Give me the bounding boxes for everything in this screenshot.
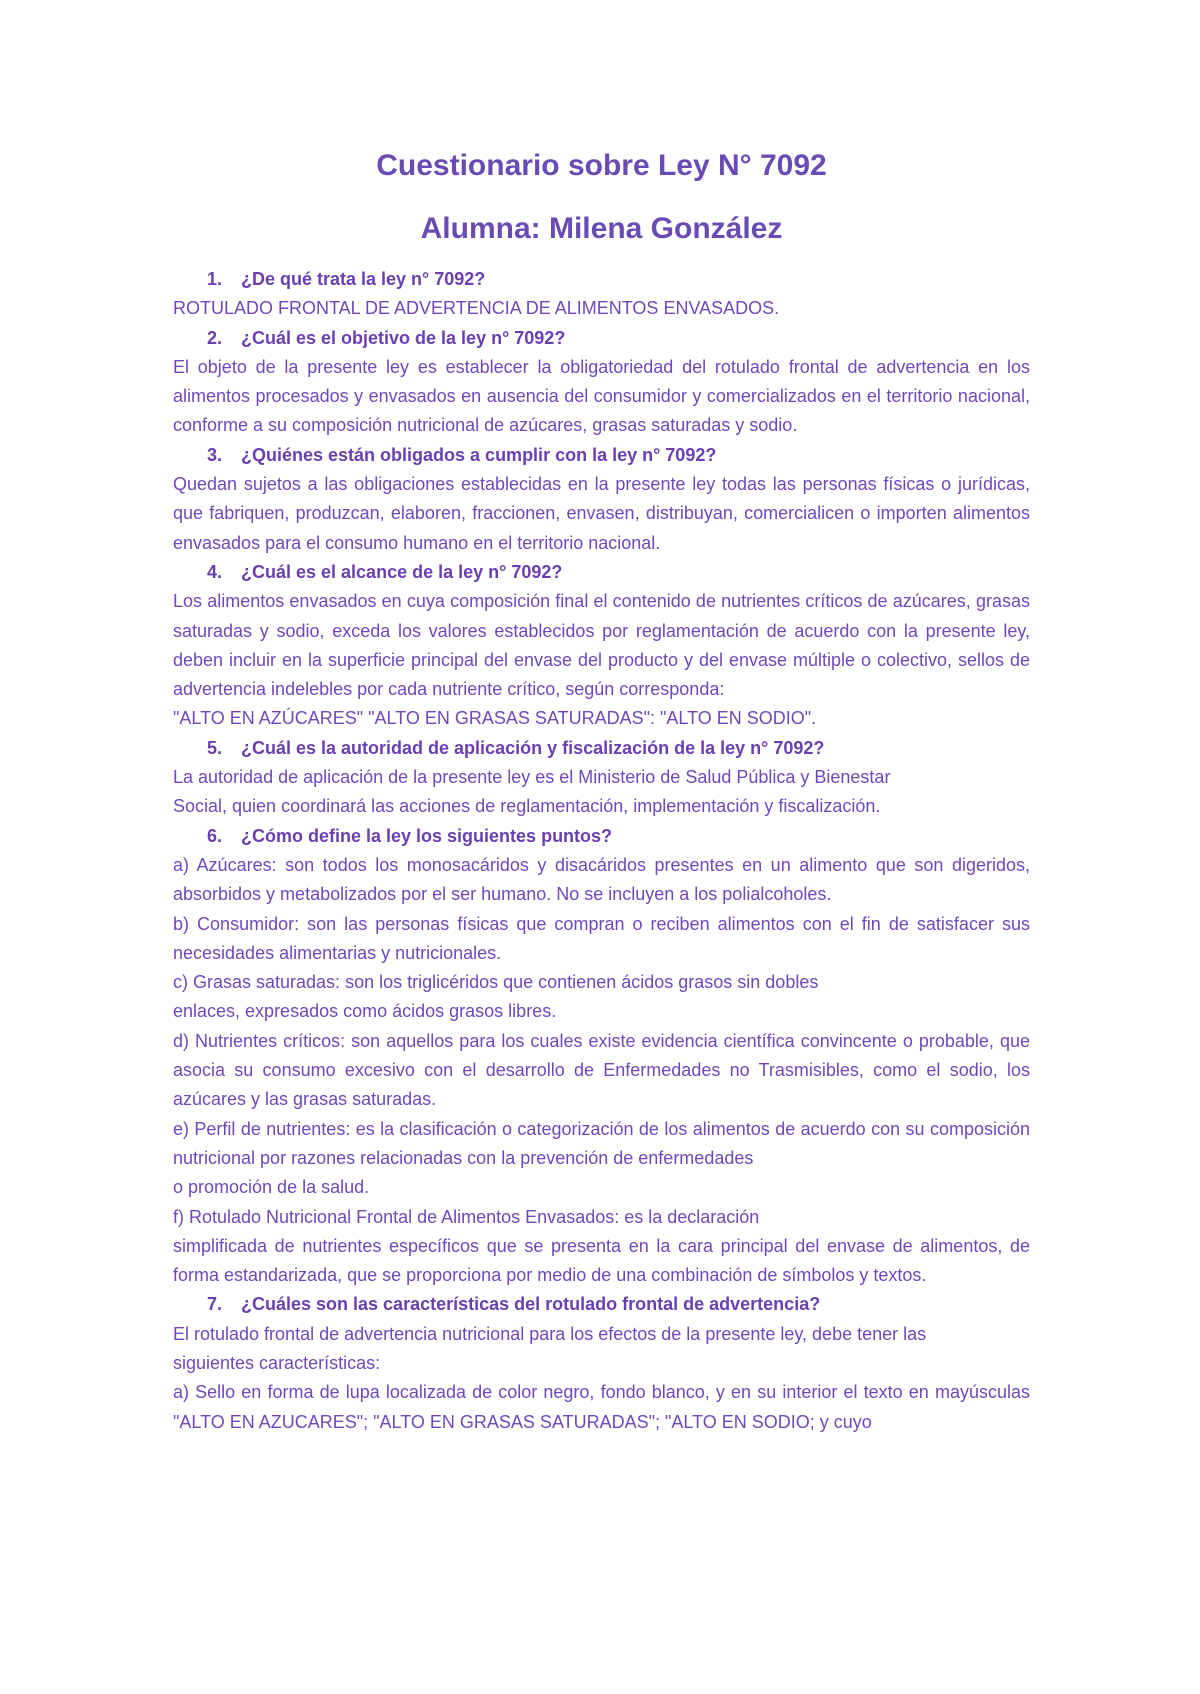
answer-7-line-1: El rotulado frontal de advertencia nutricional para los efectos de la presente ley, debe tener las (173, 1323, 927, 1344)
student-name: Alumna: Milena González (420, 212, 783, 245)
question-6 (173, 822, 1030, 851)
question-text: ¿Cómo define la ley los siguientes puntos? (241, 825, 613, 846)
document-content (173, 146, 1030, 1437)
question-text: ¿Cuál es la autoridad de aplicación y fiscalización de la ley n° 7092? (241, 737, 825, 758)
question-text: ¿Cuáles son las características del rotulado frontal de advertencia? (241, 1294, 821, 1315)
question-text: ¿Cuál es el alcance de la ley n° 7092? (241, 561, 563, 582)
question-text: ¿De qué trata la ley n° 7092? (241, 269, 486, 289)
question-number: 3. (207, 444, 223, 465)
definition-rotulado-rest: simplificada de nutrientes específicos que se presenta en la cara principal del envase de alimentos, de forma estandarizada, que se proporciona por medio de una combinación de símbolos y textos. (173, 1235, 1030, 1286)
answer-7-line-2: siguientes características: (173, 1352, 381, 1373)
definition-azucares: a) Azúcares: son todos los monosacáridos y disacáridos presentes en un alimento que son digeridos, absorbidos y metabolizados por el ser humano. No se incluyen a los polialcoholes. (173, 854, 1030, 905)
answer-1: ROTULADO FRONTAL DE ADVERTENCIA DE ALIMENTOS ENVASADOS. (173, 298, 780, 319)
definition-consumidor: b) Consumidor: son las personas físicas que compran o reciben alimentos con el fin de satisfacer sus necesidades alimentarias y nutricionales. (173, 913, 1030, 963)
question-number: 1. (207, 269, 223, 289)
answer-2: El objeto de la presente ley es establecer la obligatoriedad del rotulado frontal de advertencia en los alimentos procesados y envasados en ausencia del consumidor y comercializados en el territorio nacional, conforme a su composición nutricional de azúcares, grasas saturadas y sodio. (173, 356, 1030, 436)
document-title: Cuestionario sobre Ley N° 7092 (376, 149, 827, 182)
question-number: 5. (207, 737, 223, 758)
definition-perfil-nutrientes-end: o promoción de la salud. (173, 1177, 370, 1198)
answer-4: Los alimentos envasados en cuya composición final el contenido de nutrientes críticos de azúcares, grasas saturadas y sodio, exceda los valores establecidos por reglamentación de acuerdo con la presente ley, deben incluir en la superficie principal del envase del producto y del envase múltiple o colectivo, sellos de advertencia indelebles por cada nutriente crítico, según corresponda: (173, 591, 1030, 700)
definition-grasas-line-2: enlaces, expresados como ácidos grasos libres. (173, 1001, 557, 1022)
answer-3: Quedan sujetos a las obligaciones establecidas en la presente ley todas las personas físicas o jurídicas, que fabriquen, produzcan, elaboren, fraccionen, envasen, distribuyan, comercialicen o importen alimentos envasados para el consumo humano en el territorio nacional. (173, 474, 1030, 553)
answer-4-seals: "ALTO EN AZÚCARES" "ALTO EN GRASAS SATURADAS": "ALTO EN SODIO". (173, 708, 817, 729)
definition-perfil-nutrientes: e) Perfil de nutrientes: es la clasificación o categorización de los alimentos de acuerdo con su composición nutricional por razones relacionadas con la prevención de enfermedades (173, 1118, 1030, 1168)
question-number: 4. (207, 561, 223, 582)
question-number: 7. (207, 1294, 223, 1315)
question-5 (173, 734, 1030, 763)
definition-grasas-line-1: c) Grasas saturadas: son los triglicéridos que contienen ácidos grasos sin dobles (173, 972, 819, 993)
question-7 (173, 1290, 1030, 1319)
question-number: 2. (207, 327, 223, 348)
definition-nutrientes-criticos: d) Nutrientes críticos: son aquellos para los cuales existe evidencia científica convincente o probable, que asocia su consumo excesivo con el desarrollo de Enfermedades no Trasmisibles, como el sodio, los azúcares y las grasas saturadas. (173, 1030, 1030, 1110)
question-text: ¿Cuál es el objetivo de la ley n° 7092? (241, 327, 566, 348)
answer-5-line-1: La autoridad de aplicación de la presente ley es el Ministerio de Salud Pública y Bienestar (173, 767, 891, 788)
answer-7-item-a: a) Sello en forma de lupa localizada de color negro, fondo blanco, y en su interior el texto en mayúsculas "ALTO EN AZUCARES"; "ALTO EN GRASAS SATURADAS"; "ALTO EN SODIO; y cuyo (173, 1382, 1030, 1432)
question-number: 6. (207, 825, 223, 846)
question-2 (173, 324, 1030, 353)
question-3 (173, 441, 1030, 470)
question-1 (173, 265, 1030, 294)
answer-5-line-2: Social, quien coordinará las acciones de reglamentación, implementación y fiscalización. (173, 796, 881, 817)
question-text: ¿Quiénes están obligados a cumplir con la ley n° 7092? (241, 444, 717, 465)
definition-rotulado-line-1: f) Rotulado Nutricional Frontal de Alimentos Envasados: es la declaración (173, 1206, 760, 1227)
question-4 (173, 558, 1030, 587)
